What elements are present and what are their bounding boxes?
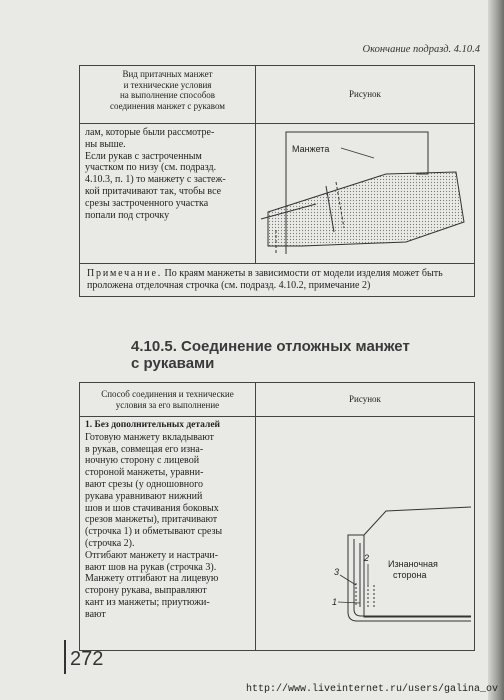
method-subheading: 1. Без дополнительных деталей [85,420,221,430]
table2-header-right: Рисунок [256,383,475,417]
label-stitch-1: 1 [332,597,338,607]
source-url: http://www.liveinternet.ru/users/galina_ov [246,684,499,695]
label-wrong-side: Изнаночная [388,559,438,569]
page-number: 272 [70,648,104,670]
table1-description: лам, которые были рассмотре- ны выше. Если рукав с застроченным участком по низу (см. подразд. 4.10.3, п. 1) то манжету с застеж- кой притачивают так, чтобы все срезы застроченного участка попали под строчку [80,124,256,264]
table-cuffs-attached [79,65,475,297]
label-stitch-2: 2 [364,553,370,563]
page-number-bar [64,640,66,674]
page-edge [488,0,504,700]
running-head: Окончание подразд. 4.10.4 [362,44,480,55]
label-stitch-3: 3 [334,567,340,577]
section-title: 4.10.5. Соединение отложных манжет с рукавами [131,338,410,372]
table1-note: Примечание. По краям манжеты в зависимости от модели изделия может быть проложена отделочная строчка (см. подразд. 4.10.2, примечание 2) [80,264,475,297]
table2-description: 1. Без дополнительных деталей Готовую манжету вкладывают в рукав, совмещая его изна- ночную сторону с лицевой стороной манжеты, уравни- вают срезы (у одношовного рукава уравнивают нижний шов и шов стачивания боковых срезов манжеты), притачивают (строчка 1) и обметывают срезы (строчка 2). Отгибают манжету и настрачи- вают шов на рукав (строчка 3). Манжету отгибают на лицевую сторону рукава, выправляют кант из манжеты; приутюжи- вают [80,417,256,651]
table1-header-left: Вид притачных манжет и технические условия на выполнение способов соединения манжет с рукавом [80,66,256,124]
label-wrong-side-2: сторона [393,570,427,580]
cuff-attachment-figure [256,124,474,258]
table2-figure-cell [256,417,475,651]
table1-header-right: Рисунок [256,66,475,124]
table1-figure-cell [256,124,475,264]
table-turnback-cuffs [79,382,475,651]
table2-header-left: Способ соединения и технические условия за его выполнение [80,383,256,417]
figure-label-cuff: Манжета [292,144,330,154]
turnback-cuff-figure [256,417,474,645]
